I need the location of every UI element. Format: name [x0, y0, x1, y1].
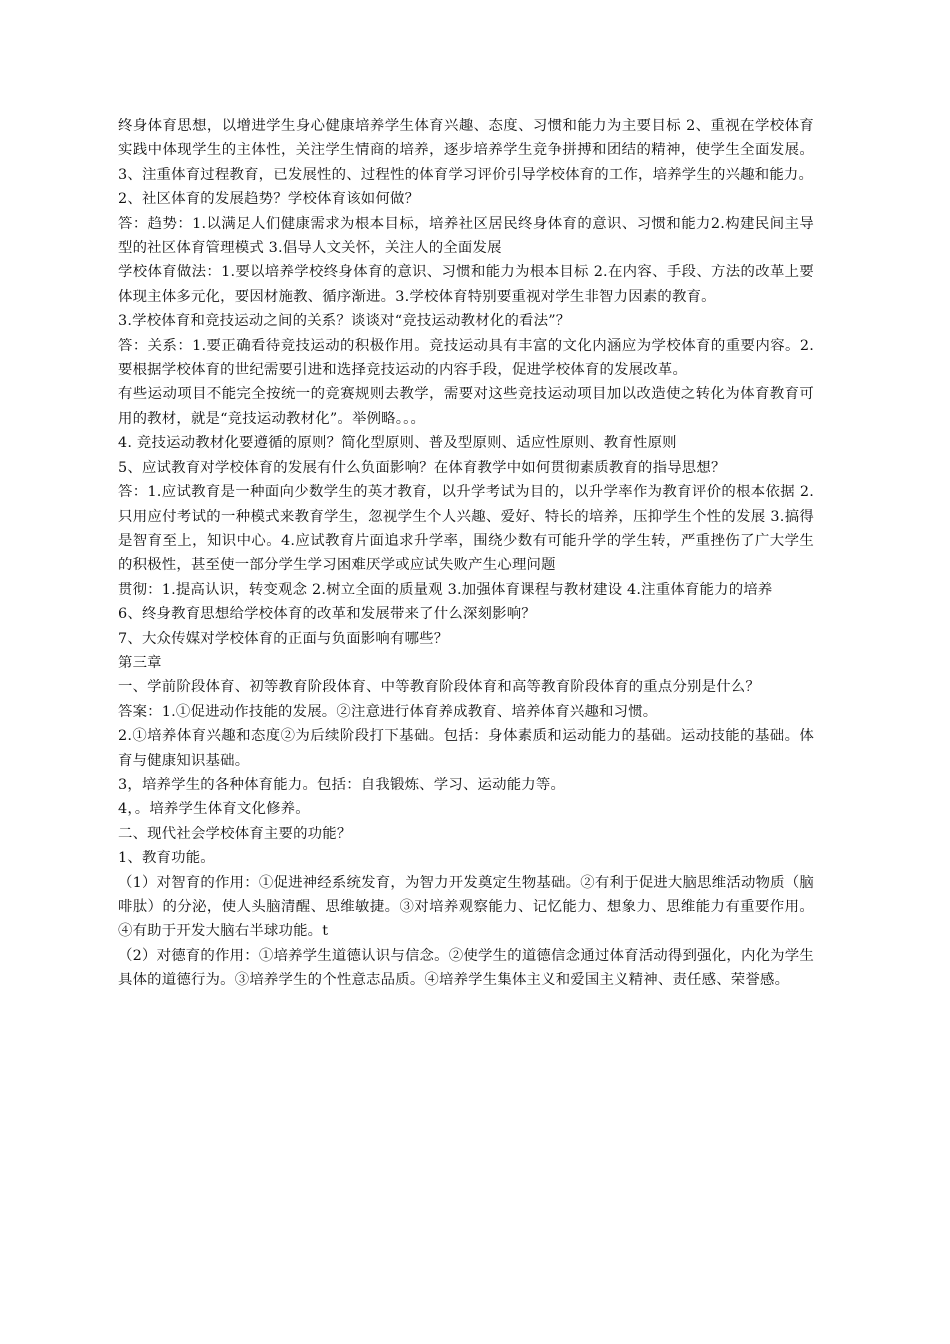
question-competitive-sports-relation: 3.学校体育和竞技运动之间的关系？谈谈对“竞技运动教材化的看法”？ [118, 313, 571, 330]
question-exam-oriented-education: 5、应试教育对学校体育的发展有什么负面影响？在体育教学中如何贯彻素质教育的指导思想？ [118, 459, 726, 476]
paragraph-lifelong-sports-goals: 终身体育思想，以增进学生身心健康培养学生体育兴趣、态度、习惯和能力为主要目标 2、重视在学校体育实践中体现学生的主体性，关注学生情商的培养，逐步培养学生竞争拼搏和团结的精神，使学生全面发展。3、注重体育过程教育，已发展性的、过程性的体育学习评价引导学校体育的工作，培养学生的兴趣和能力。 [118, 118, 814, 183]
answer-community-sports-trend: 答：趋势：1.以满足人们健康需求为根本目标，培养社区居民终身体育的意识、习惯和能力2.构建民间主导型的社区体育管理模式 3.倡导人文关怀，关注人的全面发展 [118, 215, 814, 257]
answer-exam-oriented-education: 答：1.应试教育是一种面向少数学生的英才教育，以升学考试为目的，以升学率作为教育评价的根本依据 2.只用应付考试的一种模式来教育学生，忽视学生个人兴趣、爱好、特长的培养，压抑学生个性的发展 3.搞得是智育至上，知识中心。4.应试教育片面追求升学率，围绕少数有可能升学的学生转，严重挫伤了广大学生的积极性，甚至使一部分学生学习困难厌学或应试失败产生心理问题 [118, 484, 814, 574]
document-page [118, 114, 814, 993]
answer-stage-focus-1: 答案：1.①促进动作技能的发展。②注意进行体育养成教育、培养体育兴趣和习惯。 [118, 703, 658, 720]
answer-stage-focus-2: 2.①培养体育兴趣和态度②为后续阶段打下基础。包括：身体素质和运动能力的基础。运动技能的基础。体育与健康知识基础。 [118, 728, 814, 769]
paragraph-intellectual-education: （1）对智育的作用：①促进神经系统发育，为智力开发奠定生物基础。②有利于促进大脑思维活动物质（脑啡肽）的分泌，使人头脑清醒、思维敏捷。③对培养观察能力、记忆能力、想象力、思维能力有重要作用。④有助于开发大脑右半球功能。t [118, 874, 814, 940]
paragraph-moral-education: （2）对德育的作用：①培养学生道德认识与信念。②使学生的道德信念通过体育活动得到强化，内化为学生具体的道德行为。③培养学生的个性意志品质。④培养学生集体主义和爱国主义精神、责任感、荣誉感。 [118, 947, 814, 989]
question-lifelong-education-impact: 6、终身教育思想给学校体育的改革和发展带来了什么深刻影响？ [118, 606, 536, 623]
paragraph-competitive-sports-textbook: 有些运动项目不能完全按统一的竞赛规则去教学，需要对这些竞技运动项目加以改造使之转化为体育教育可用的教材，就是“竞技运动教材化”。举例略。。。 [118, 386, 814, 427]
question-textbook-principles: 4. 竞技运动教材化要遵循的原则？简化型原则、普及型原则、适应性原则、教育性原则 [118, 435, 677, 452]
question-mass-media-impact: 7、大众传媒对学校体育的正面与负面影响有哪些？ [118, 630, 449, 647]
answer-stage-focus-4: 4，。培养学生体育文化修养。 [118, 801, 310, 818]
section-education-function: 1、教育功能。 [118, 850, 215, 867]
answer-competitive-sports-relation: 答：关系：1.要正确看待竞技运动的积极作用。竞技运动具有丰富的文化内涵应为学校体育的重要内容。2.要根据学校体育的世纪需要引进和选择竞技运动的内容手段，促进学校体育的发展改革。 [118, 337, 814, 379]
answer-school-sports-approach: 学校体育做法：1.要以培养学校终身体育的意识、习惯和能力为根本目标 2.在内容、手段、方法的改革上要体现主体多元化，要因材施教、循序渐进。3.学校体育特别要重视对学生非智力因素的教育。 [118, 264, 814, 305]
chapter-heading: 第三章 [118, 654, 162, 671]
question-community-sports-trend: 2、社区体育的发展趋势？学校体育该如何做？ [118, 191, 420, 208]
question-stage-focus: 一、学前阶段体育、初等教育阶段体育、中等教育阶段体育和高等教育阶段体育的重点分别是什么？ [118, 679, 760, 696]
answer-quality-education-implementation: 贯彻：1.提高认识，转变观念 2.树立全面的质量观 3.加强体育课程与教材建设 4.注重体育能力的培养 [118, 581, 773, 598]
question-school-sports-functions: 二、现代社会学校体育主要的功能？ [118, 825, 352, 842]
answer-stage-focus-3: 3，培养学生的各种体育能力。包括：自我锻炼、学习、运动能力等。 [118, 776, 566, 793]
